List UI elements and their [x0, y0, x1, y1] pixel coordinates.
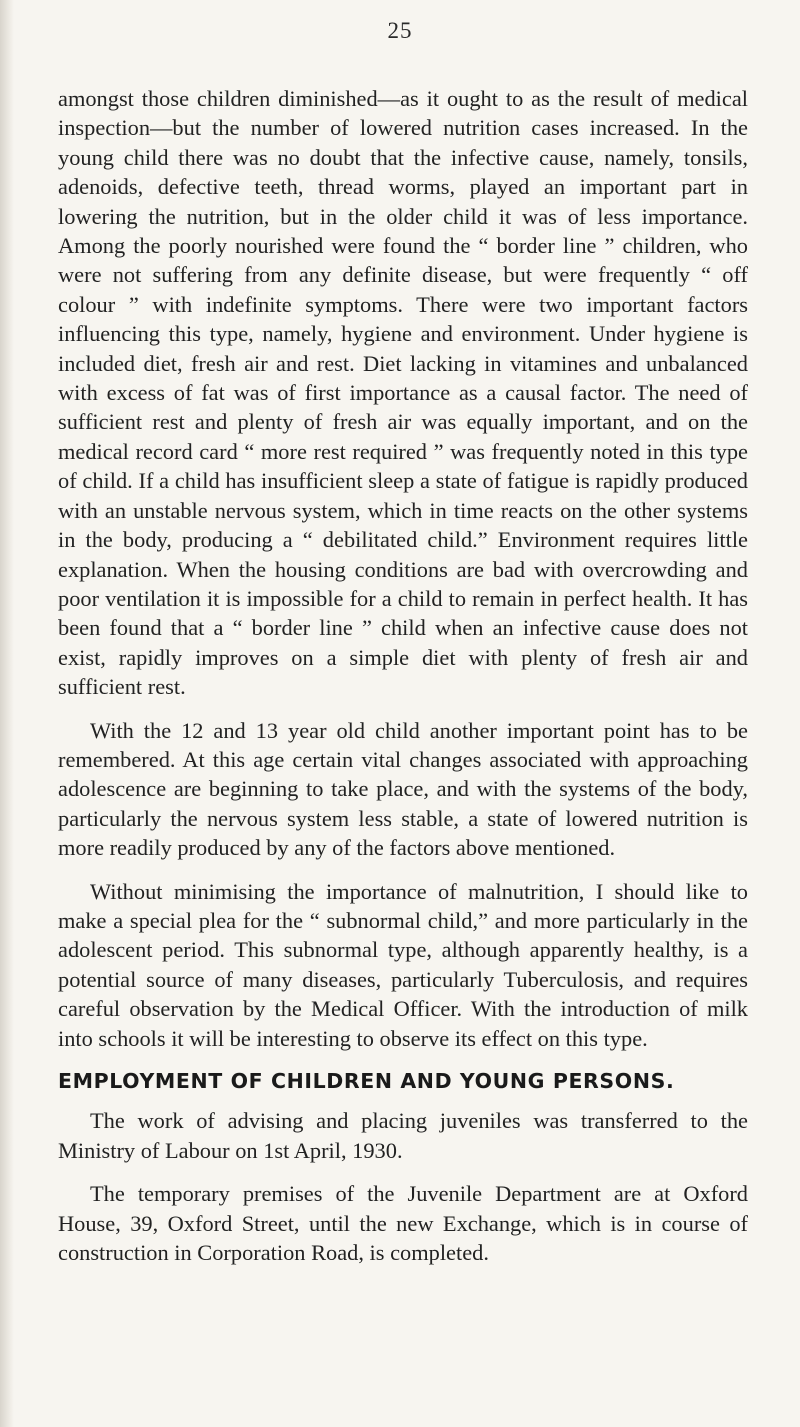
paragraph-nutrition-causes: amongst those children diminished—as it ought to as the result of medical inspection—but the number of lowered nutrition cases increased. In the young child there was no doubt that the infective cause, namely, tonsils, adenoids, defective teeth, thread worms, played an important part in lowering the nutrition, but in the older child it was of less importance. Among the poorly nourished were found the “ border line ” children, who were not suffering from any definite disease, but were frequently “ off colour ” with indefinite symptoms. There were two important factors influencing this type, namely, hygiene and environment. Under hygiene is included diet, fresh air and rest. Diet lacking in vitamines and unbalanced with excess of fat was of first importance as a causal factor. The need of sufficient rest and plenty of fresh air was equally important, and on the medical record card “ more rest required ” was frequently noted in this type of child. If a child has insufficient sleep a state of fatigue is rapidly produced with an unstable nervous system, which in time reacts on the other systems in the body, producing a “ debilitated child.” Environment requires little explanation. When the housing conditions are bad with overcrowding and poor ventilation it is impossible for a child to remain in perfect health. It has been found that a “ border line ” child when an infective cause does not exist, rapidly improves on a simple diet with plenty of fresh air and sufficient rest. — [58, 86, 748, 700]
paragraph-adolescent-age: With the 12 and 13 year old child another important point has to be remembered. At this age certain vital changes associated with approaching adolescence are beginning to take place, and with the systems of the body, particularly the nervous system less stable, a state of lowered nutrition is more readily produced by any of the factors above mentioned. — [58, 717, 748, 861]
binding-gutter — [0, 0, 14, 1427]
paragraph-subnormal-child: Without minimising the importance of malnutrition, I should like to make a special plea for the “ subnormal child,” and more particularly in the adolescent period. This subnormal type, although apparently healthy, is a potential source of many diseases, particularly Tuberculosis, and requires careful observation by the Medical Officer. With the introduction of milk into schools it will be interesting to observe its effect on this type. — [58, 878, 748, 1051]
page-number: 25 — [387, 18, 413, 43]
paragraph-ministry-transfer: The work of advising and placing juveniles was transferred to the Ministry of Labour on 1st April, 1930. — [58, 1108, 748, 1163]
body-text — [58, 84, 748, 1281]
section-heading-employment: EMPLOYMENT OF CHILDREN AND YOUNG PERSONS. — [58, 1069, 675, 1093]
paragraph-temporary-premises: The temporary premises of the Juvenile Department are at Oxford House, 39, Oxford Street, until the new Exchange, which is in course of construction in Corporation Road, is completed. — [58, 1181, 748, 1266]
